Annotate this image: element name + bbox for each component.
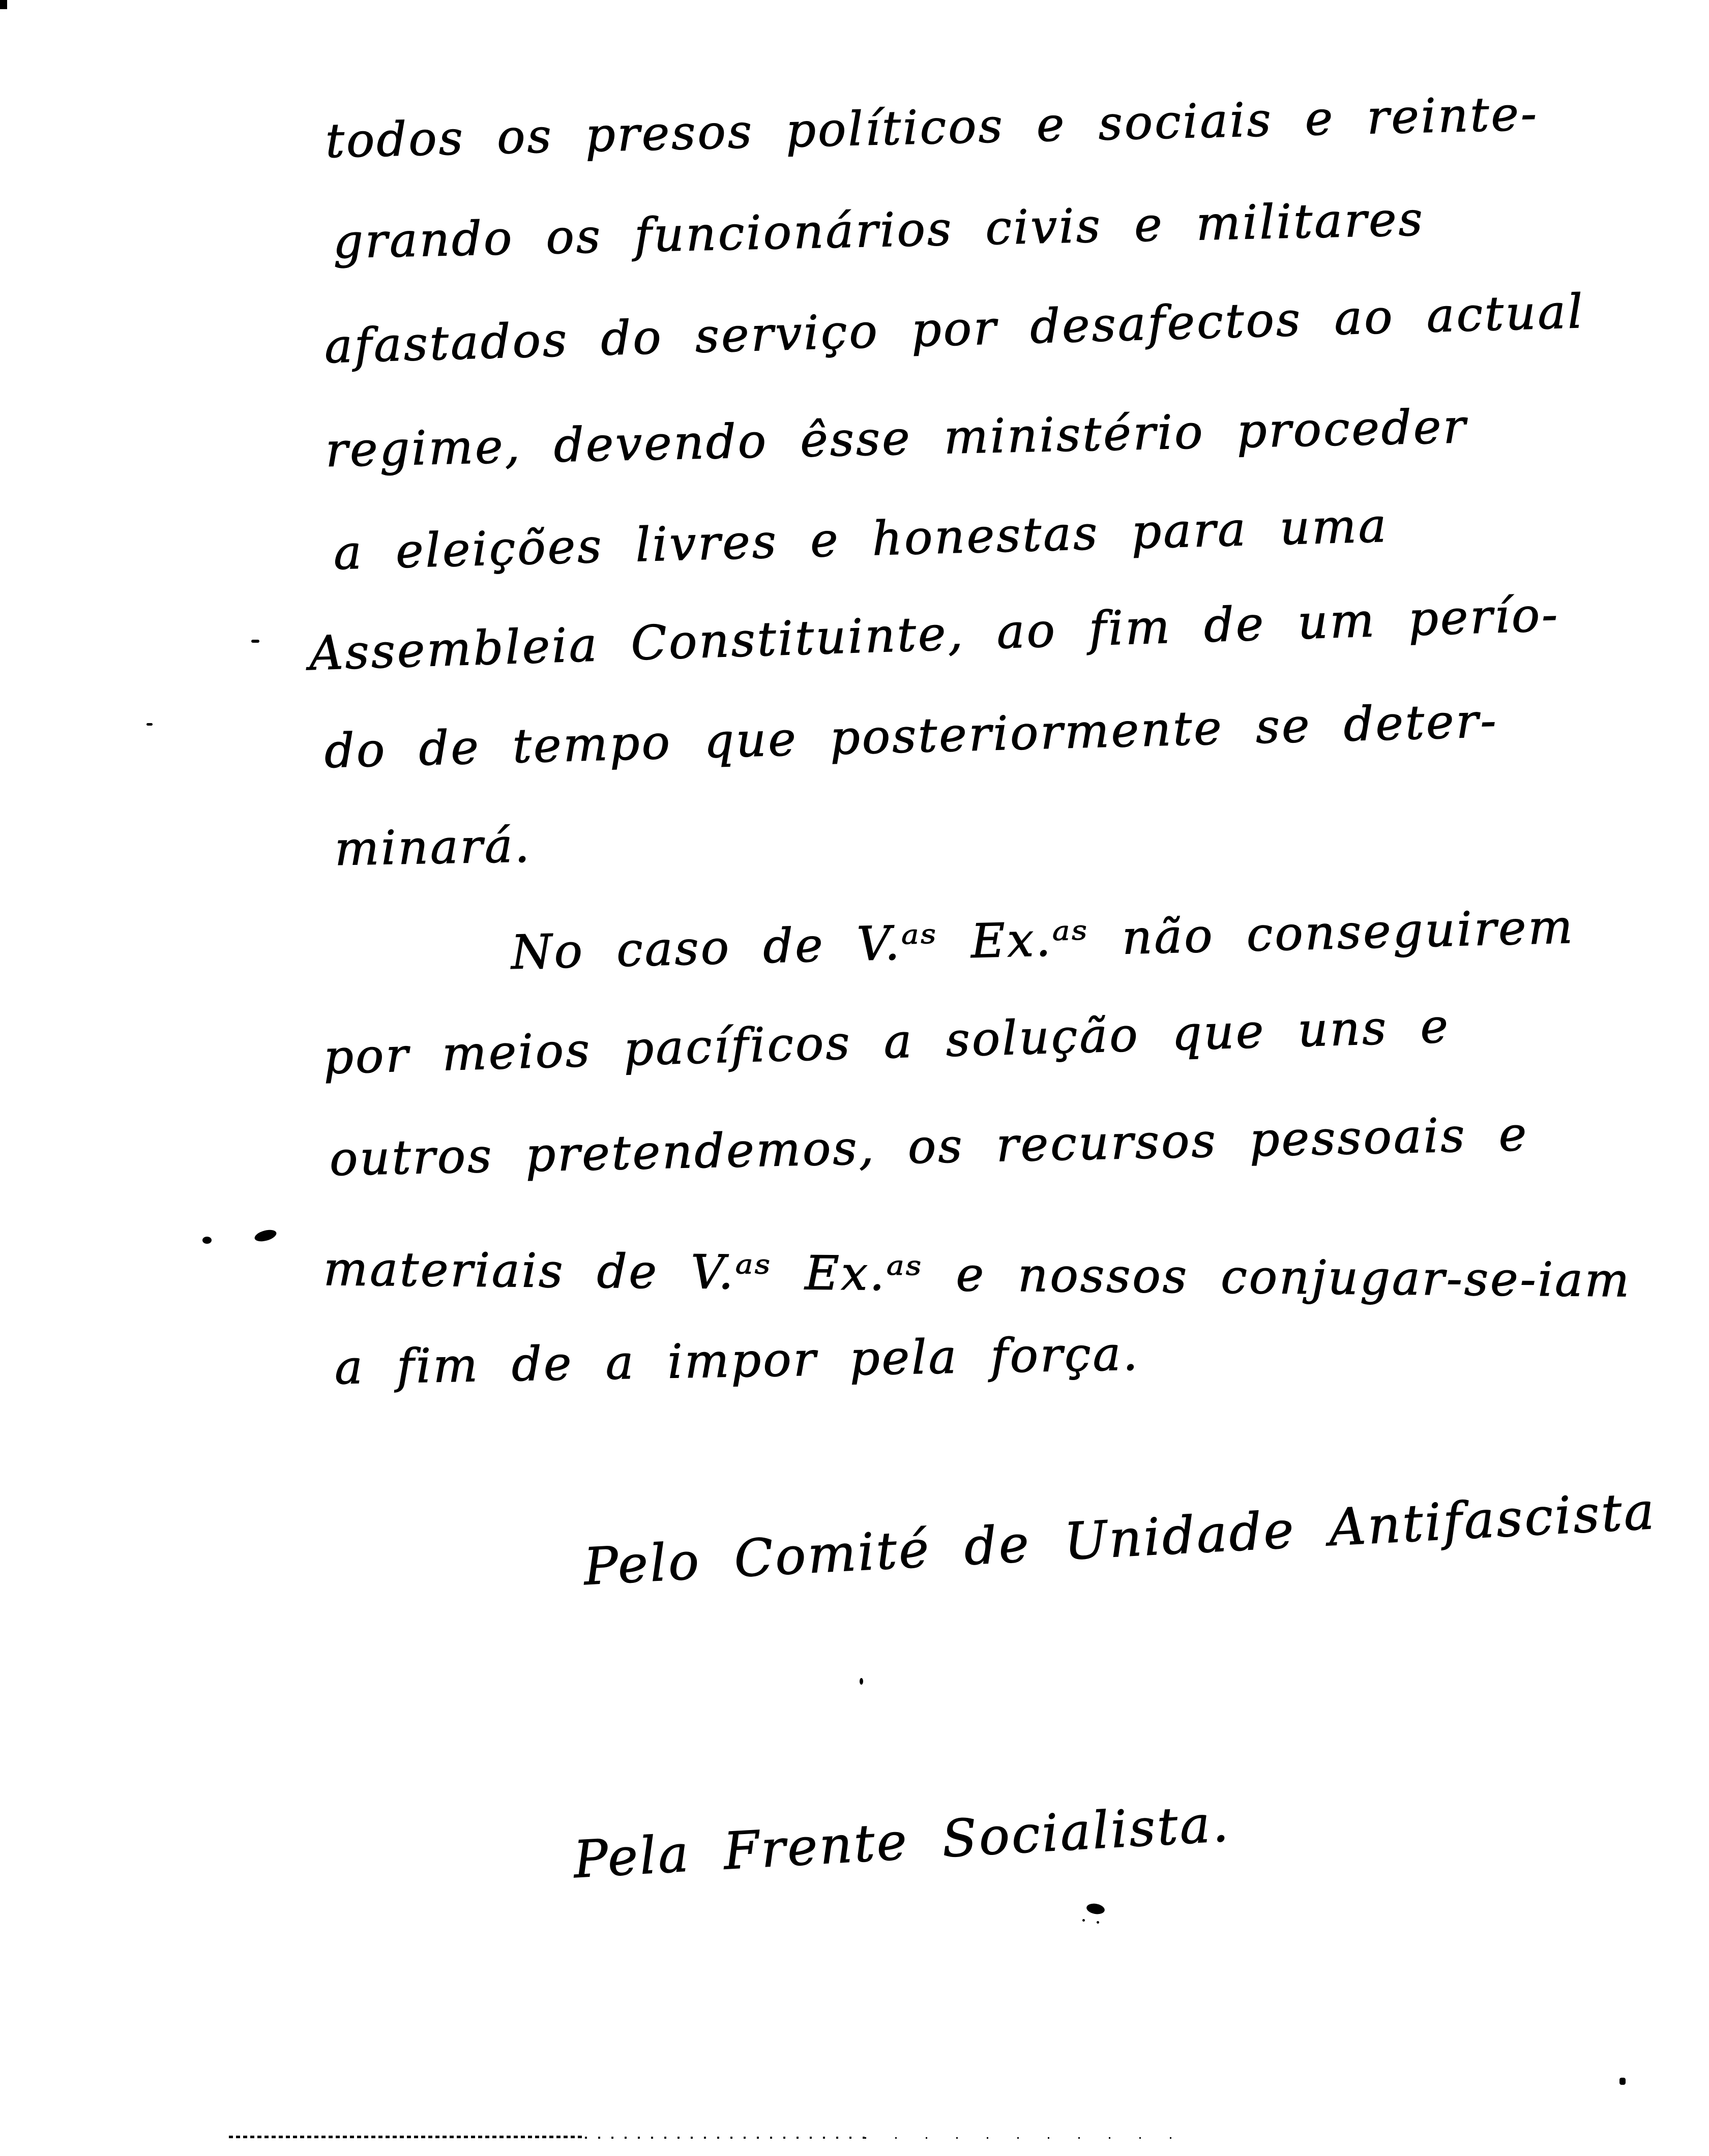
margin-ink-blob — [253, 1228, 278, 1244]
handwritten-line-8: minará. — [334, 818, 532, 876]
handwritten-line-12: materiais de V.ᵃˢ Ex.ᵃˢ e nossos conjugar-se-iam — [323, 1242, 1632, 1308]
handwritten-line-7: do de tempo que posteriormente se deter- — [323, 693, 1499, 778]
handwritten-line-5: a eleições livres e honestas para uma — [333, 498, 1389, 580]
scan-artifact-dotted-line — [865, 2137, 1195, 2139]
scan-artifact-dotted-line — [585, 2137, 865, 2139]
handwritten-line-6: Assembleia Constituinte, ao fim de um perío- — [308, 587, 1560, 681]
handwritten-line-2: grando os funcionários civis e militares — [332, 192, 1425, 269]
handwritten-line-4: regime, devendo êsse ministério proceder — [325, 399, 1468, 477]
signoff-committee-line: Pelo Comité de Unidade Antifascista — [582, 1481, 1658, 1597]
handwritten-line-3: afastados do serviço por desafectos ao actual — [323, 284, 1585, 374]
ink-speck — [1097, 1921, 1099, 1924]
ink-blot — [1086, 1902, 1106, 1915]
margin-ink-dot — [202, 1237, 212, 1244]
handwritten-line-10: por meios pacíficos a solução que uns e — [322, 999, 1451, 1085]
handwritten-line-11: outros pretendemos, os recursos pessoais e — [329, 1106, 1529, 1186]
scan-artifact-corner-speck — [0, 0, 7, 9]
handwritten-line-1: todos os presos políticos e sociais e reinte- — [325, 86, 1540, 168]
ink-speck — [1082, 1919, 1085, 1922]
ink-speck — [146, 723, 153, 726]
handwritten-line-9-paragraph-start: No caso de V.ᵃˢ Ex.ᵃˢ não conseguirem — [510, 899, 1575, 980]
scan-artifact-edge-speck — [1619, 2078, 1626, 2085]
scan-artifact-dotted-line — [229, 2136, 585, 2138]
handwritten-line-13: a fim de a impor pela força. — [334, 1326, 1140, 1395]
ink-speck — [251, 640, 259, 643]
ink-speck — [860, 1678, 863, 1685]
signoff-socialist-front-line: Pela Frente Socialista. — [572, 1793, 1232, 1890]
